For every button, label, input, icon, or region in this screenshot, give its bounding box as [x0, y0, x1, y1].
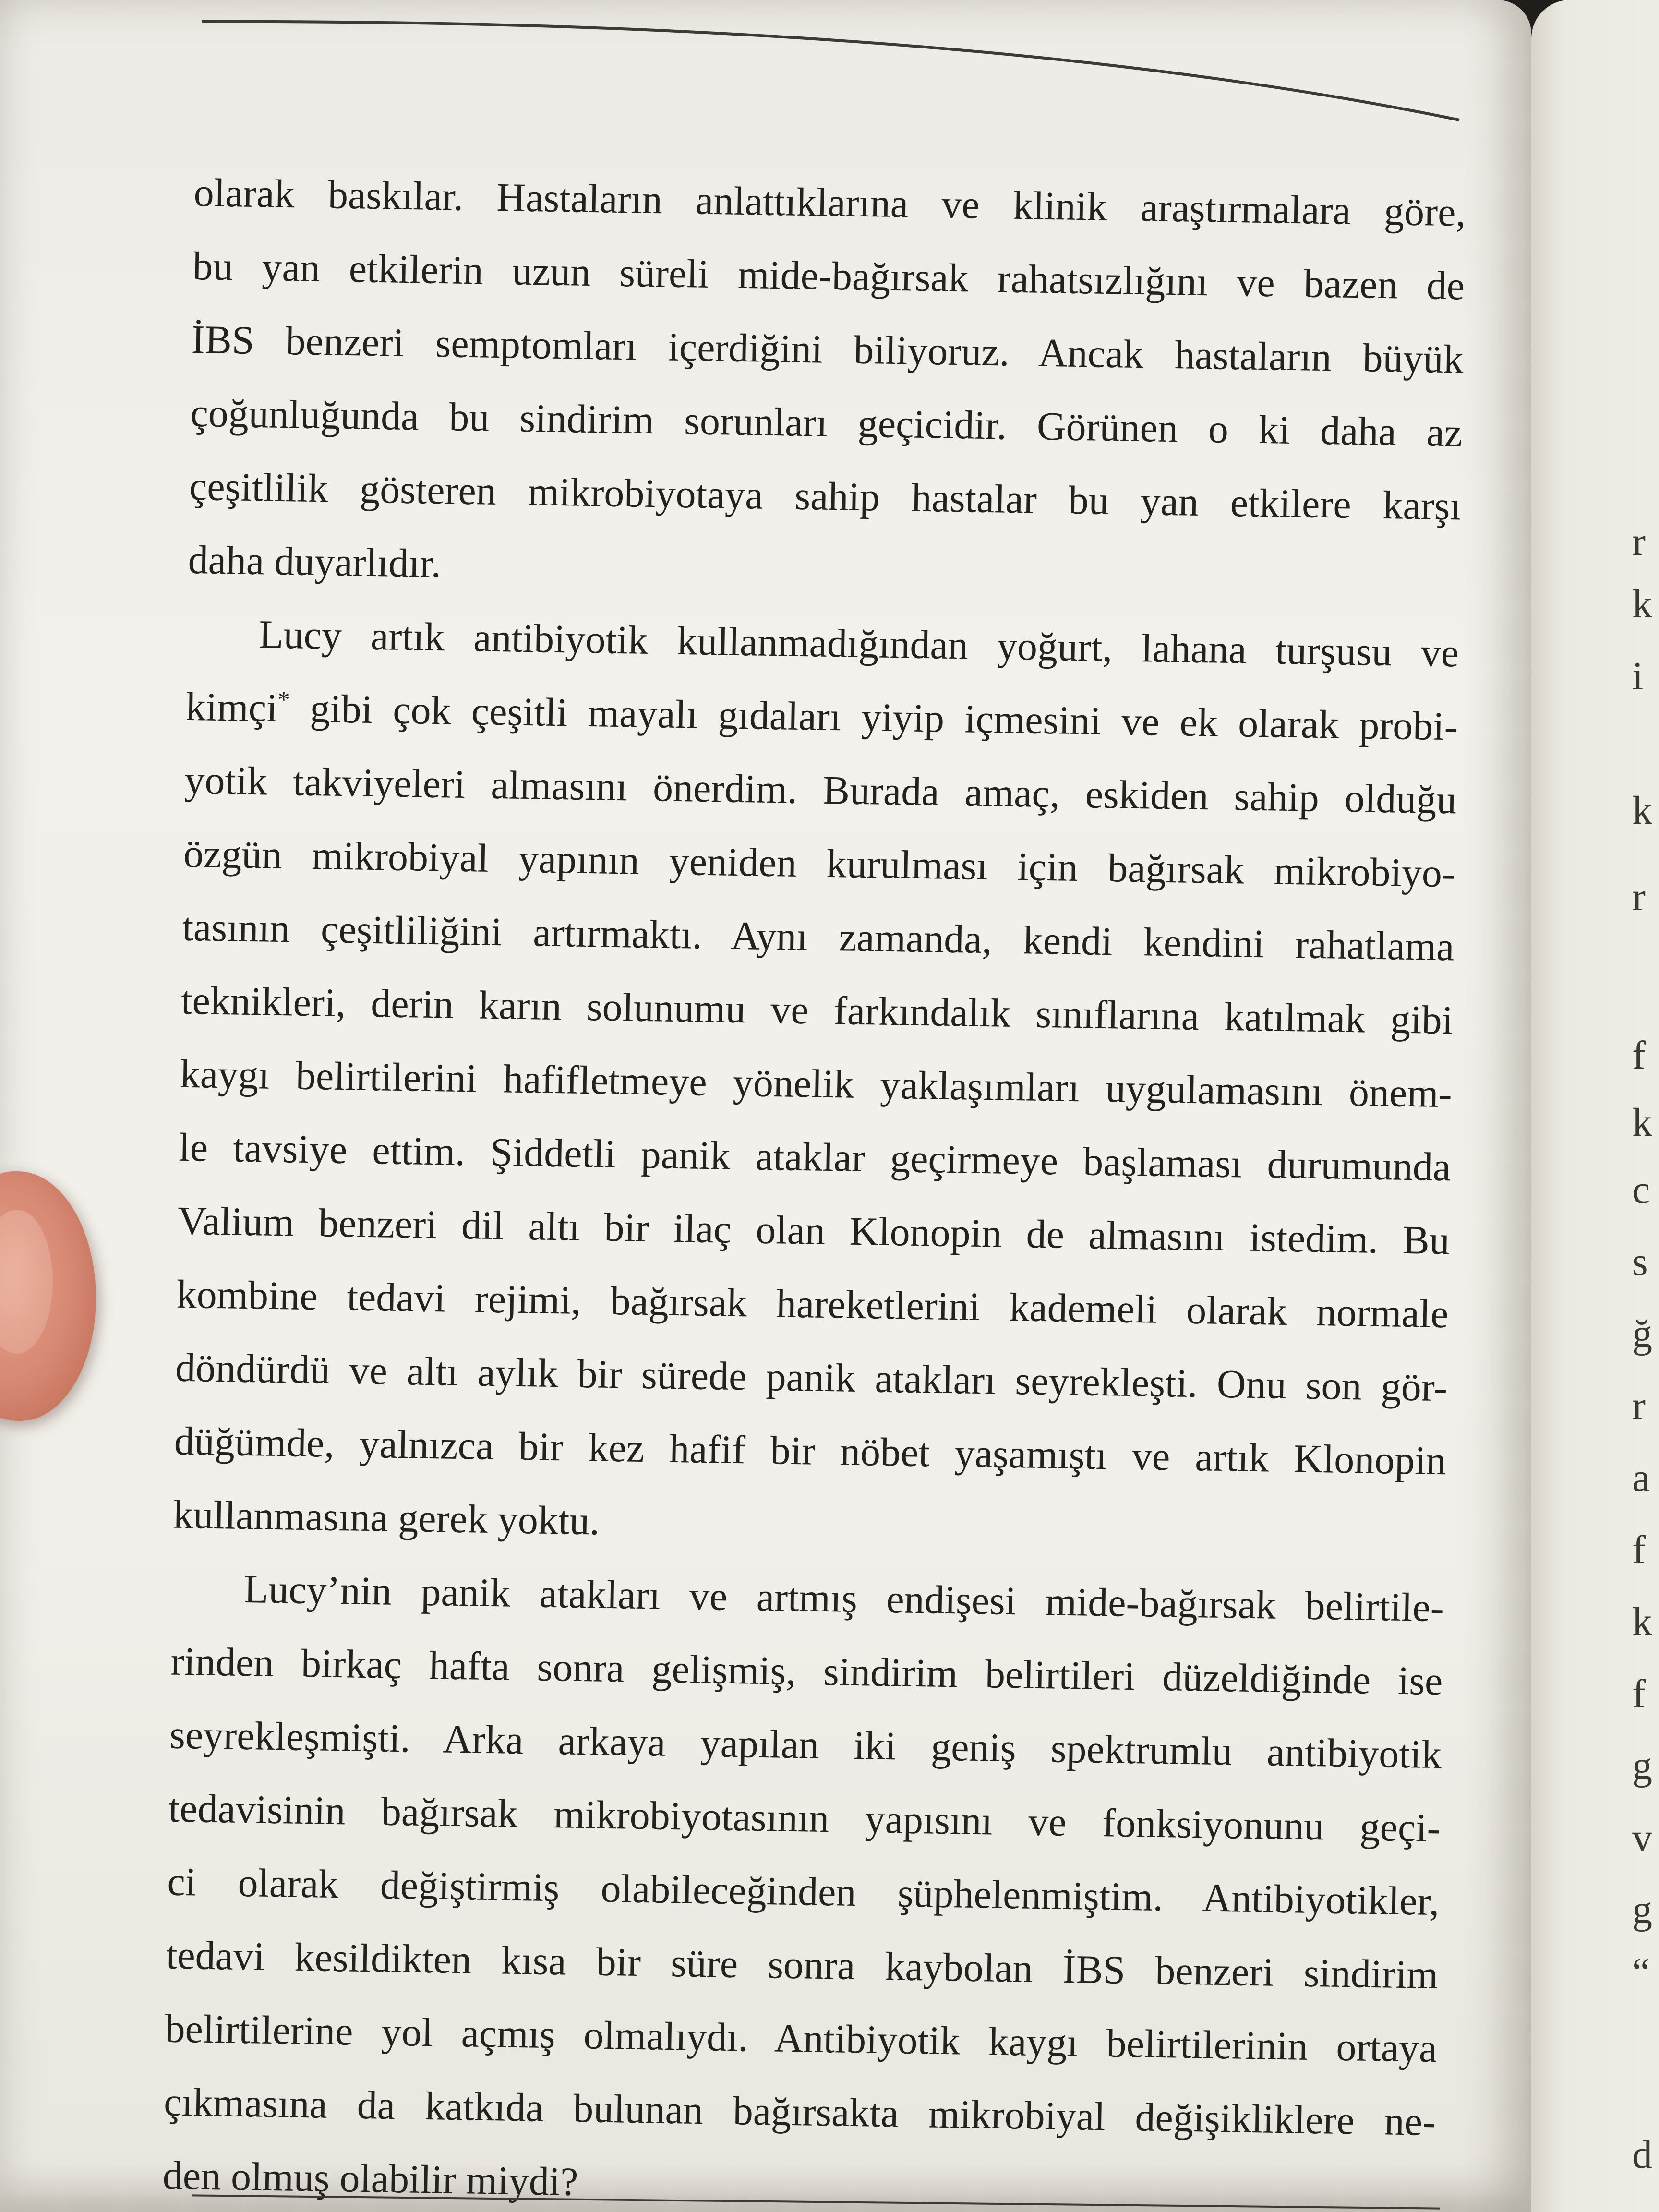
- edge-letter: r: [1632, 519, 1646, 564]
- text-line: olarak baskılar. Hastaların anlattıklarına ve klinik araştırmalara göre,: [193, 170, 1467, 235]
- text-line: İBS benzeri semptomları içerdiğini biliyoruz. Ancak hastaların büyük: [191, 317, 1464, 382]
- text-line: daha duyarlıdır.: [188, 537, 442, 587]
- text-line: Lucy’nin panik atakları ve artmış endişesi mide-bağırsak belirtile-: [243, 1566, 1444, 1631]
- text-fragment: kimçi: [185, 684, 278, 731]
- edge-letter: g: [1632, 1743, 1652, 1788]
- edge-letter: “: [1632, 1950, 1650, 1995]
- footnote-marker: *: [277, 685, 290, 713]
- edge-letter: i: [1632, 654, 1644, 698]
- edge-letter: d: [1632, 2132, 1652, 2177]
- text-line: özgün mikrobiyal yapının yeniden kurulması için bağırsak mikrobiyo-: [183, 831, 1456, 896]
- text-line: teknikleri, derin karın solunumu ve farkındalık sınıflarına katılmak gibi: [180, 978, 1454, 1043]
- text-line: bu yan etkilerin uzun süreli mide-bağırsak rahatsızlığını ve bazen de: [192, 243, 1465, 309]
- edge-letter: a: [1632, 1455, 1650, 1500]
- edge-letter: f: [1632, 1033, 1646, 1078]
- edge-letter: k: [1632, 582, 1652, 626]
- text-line: Lucy artık antibiyotik kullanmadığından yoğurt, lahana turşusu ve: [258, 612, 1459, 676]
- edge-letter: k: [1632, 1100, 1652, 1145]
- text-line: seyrekleşmişti. Arka arkaya yapılan iki geniş spektrumlu antibiyotik: [169, 1712, 1442, 1778]
- edge-letter: v: [1632, 1815, 1652, 1860]
- text-line: ci olarak değiştirmiş olabileceğinden şüphelenmiştim. Antibiyotikler,: [167, 1859, 1440, 1924]
- edge-letter: g: [1632, 1887, 1652, 1932]
- edge-letter: f: [1632, 1527, 1646, 1572]
- edge-letter: k: [1632, 788, 1652, 833]
- edge-letter: r: [1632, 875, 1646, 919]
- paragraph: [188, 156, 1467, 617]
- text-line: kaygı belirtilerini hafifletmeye yönelik yaklaşımları uygulamasını önem-: [180, 1051, 1453, 1117]
- text-line: çeşitlilik gösteren mikrobiyotaya sahip hastalar bu yan etkilere karşı: [189, 464, 1462, 529]
- edge-letter: c: [1632, 1167, 1650, 1212]
- text-line: tasının çeşitliliğini artırmaktı. Aynı zamanda, kendi kendini rahatlama: [182, 904, 1455, 970]
- text-line: den olmuş olabilir miydi?: [162, 2153, 579, 2205]
- text-line: döndürdü ve altı aylık bir sürede panik atakları seyrekleşti. Onu son gör-: [175, 1345, 1448, 1410]
- paragraph: [162, 1551, 1444, 2212]
- text-line: çoğunluğunda bu sindirim sorunları geçicidir. Görünen o ki daha az: [190, 390, 1463, 456]
- text-line: belirtilerine yol açmış olmalıydı. Antibiyotik kaygı belirtilerinin ortaya: [164, 2006, 1438, 2071]
- edge-letter: f: [1632, 1671, 1646, 1716]
- text-line: kullanmasına gerek yoktu.: [172, 1492, 600, 1544]
- edge-letter: s: [1632, 1239, 1648, 1284]
- edge-letter: r: [1632, 1383, 1646, 1428]
- body-text: [162, 156, 1467, 2212]
- paragraph: [172, 597, 1459, 1571]
- text-line: tedavi kesildikten kısa bir süre sonra kaybolan İBS benzeri sindirim: [166, 1933, 1439, 1998]
- header-rule: [202, 0, 1469, 125]
- edge-letter: k: [1632, 1599, 1652, 1644]
- text-line: tedavisinin bağırsak mikrobiyotasının yapısını ve fonksiyonunu geçi-: [168, 1786, 1441, 1851]
- text-line: le tavsiye ettim. Şiddetli panik ataklar geçirmeye başlaması durumunda: [178, 1125, 1451, 1190]
- edge-letter: ğ: [1632, 1311, 1652, 1356]
- text-line: rinden birkaç hafta sonra gelişmiş, sindirim belirtileri düzeldiğinde ise: [170, 1639, 1443, 1704]
- text-line: çıkmasına da katkıda bulunan bağırsakta mikrobiyal değişikliklere ne-: [163, 2080, 1436, 2145]
- text-line: Valium benzeri dil altı bir ilaç olan Klonopin de almasını istedim. Bu: [177, 1198, 1450, 1263]
- text-fragment: gibi çok çeşitli mayalı gıdaları yiyip içmesini ve ek olarak probi-: [309, 686, 1458, 749]
- text-line: düğümde, yalnızca bir kez hafif bir nöbet yaşamıştı ve artık Klonopin: [174, 1419, 1447, 1484]
- text-line: kombine tedavi rejimi, bağırsak hareketlerini kademeli olarak normale: [176, 1272, 1449, 1337]
- text-line: yotik takviyeleri almasını önerdim. Burada amaç, eskiden sahip olduğu: [184, 757, 1457, 823]
